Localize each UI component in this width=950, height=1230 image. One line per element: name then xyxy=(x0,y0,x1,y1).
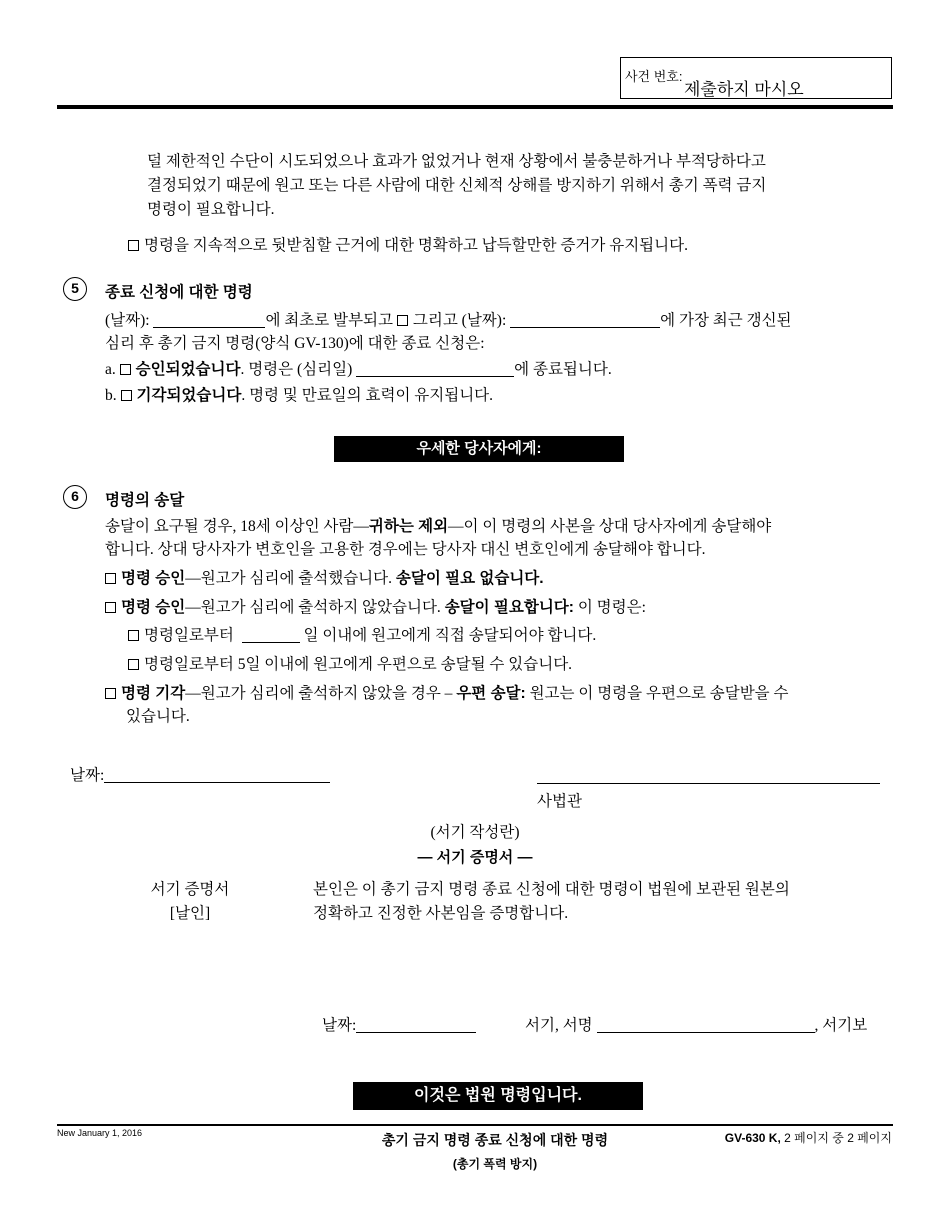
service-bold: 귀하는 제외 xyxy=(368,518,449,535)
denied-checkbox[interactable] xyxy=(121,390,132,401)
footer-divider xyxy=(57,1124,893,1126)
seal-label: 서기 증명서 xyxy=(150,881,230,898)
footer-title: 총기 금지 명령 종료 신청에 대한 명령 xyxy=(381,1132,609,1148)
form-page-info xyxy=(725,1129,892,1146)
days-field[interactable] xyxy=(242,628,300,643)
page-number: 2 페이지 중 2 페이지 xyxy=(784,1131,892,1145)
denied-not-appeared-checkbox[interactable] xyxy=(105,688,116,699)
service-sub-option-1 xyxy=(128,624,596,648)
granted-end-text: 에 종료됩니다. xyxy=(514,361,612,378)
continuation-line: 결정되었기 때문에 원고 또는 다른 사람에 대한 신체적 상해를 방지하기 위해서 총기 폭력 금지 xyxy=(147,177,767,194)
court-order-banner: 이것은 법원 명령입니다. xyxy=(353,1082,643,1110)
prevailing-party-banner: 우세한 당사자에게: xyxy=(334,436,624,462)
footer-subtitle: (총기 폭력 방지) xyxy=(452,1157,538,1171)
case-number-label: 사건 번호: xyxy=(625,69,683,84)
renewed-date-field[interactable] xyxy=(510,313,660,328)
case-number-box xyxy=(620,57,892,99)
judge-date-field[interactable] xyxy=(104,768,330,783)
clerk-seal xyxy=(130,878,250,926)
option-b-prefix: b. xyxy=(105,387,117,404)
service-para-line1 xyxy=(105,515,771,539)
clerk-date-label: 날짜: xyxy=(322,1017,357,1034)
clerk-certificate-title: — 서기 증명서 — xyxy=(417,849,533,866)
continuation-paragraph xyxy=(147,150,766,222)
mail-service-checkbox[interactable] xyxy=(128,659,139,670)
option-b xyxy=(105,384,493,408)
option-a-prefix: a. xyxy=(105,361,116,378)
sub-option-text: 일 이내에 원고에게 직접 송달되어야 합니다. xyxy=(303,627,597,644)
evidence-checkbox[interactable] xyxy=(128,240,139,251)
renewed-text: 에 가장 최근 갱신된 xyxy=(660,312,792,329)
granted-not-appeared-checkbox[interactable] xyxy=(105,602,116,613)
option-text: —원고가 심리에 출석했습니다. xyxy=(185,570,393,587)
denied-label: 기각되었습니다 xyxy=(136,387,242,404)
renewed-date-label: 그리고 (날짜): xyxy=(412,312,507,329)
evidence-option xyxy=(128,234,688,258)
hearing-date-field[interactable] xyxy=(356,362,514,377)
granted-checkbox[interactable] xyxy=(120,364,131,375)
granted-appeared-checkbox[interactable] xyxy=(105,573,116,584)
sub-option-text: 명령일로부터 xyxy=(144,627,234,644)
first-issued-date-label: (날짜): xyxy=(105,312,150,329)
clerk-signature-row xyxy=(525,1014,867,1038)
case-number-value: 제출하지 마시오 xyxy=(684,80,804,99)
option-text: 원고는 이 명령을 우편으로 송달받을 수 xyxy=(529,685,789,702)
judge-signature-line[interactable] xyxy=(537,783,880,784)
option-emphasis: 우편 송달: xyxy=(456,685,526,702)
clerk-date-row xyxy=(322,1014,476,1038)
sub-option-text: 명령일로부터 5일 이내에 원고에게 우편으로 송달될 수 있습니다. xyxy=(144,656,573,673)
renewed-checkbox[interactable] xyxy=(397,315,408,326)
service-option-3-line2: 있습니다. xyxy=(126,708,190,725)
continuation-line: 명령이 필요합니다. xyxy=(147,201,275,218)
personal-service-checkbox[interactable] xyxy=(128,630,139,641)
section-5-number: 5 xyxy=(63,277,87,301)
section-6-title: 명령의 송달 xyxy=(105,492,185,509)
deputy-label: , 서기보 xyxy=(814,1017,868,1034)
service-para-line2: 합니다. 상대 당사자가 변호인을 고용한 경우에는 당사자 대신 변호인에게 송달해야 합니다. xyxy=(105,541,706,558)
evidence-text: 명령을 지속적으로 뒷받침할 근거에 대한 명확하고 납득할만한 증거가 유지됩니다. xyxy=(144,237,688,254)
revision-date: New January 1, 2016 xyxy=(57,1128,143,1138)
option-label: 명령 승인 xyxy=(121,599,186,616)
option-emphasis: 송달이 필요 없습니다. xyxy=(395,570,544,587)
service-sub-option-2 xyxy=(128,653,572,677)
option-label: 명령 승인 xyxy=(121,570,186,587)
header-divider xyxy=(57,105,893,109)
option-text: —원고가 심리에 출석하지 않았을 경우 – xyxy=(185,685,453,702)
section-6-number: 6 xyxy=(63,485,87,509)
option-label: 명령 기각 xyxy=(121,685,186,702)
clerk-date-field[interactable] xyxy=(356,1018,476,1033)
service-text: —이 이 명령의 사본을 상대 당사자에게 송달해야 xyxy=(448,518,772,535)
option-text: 이 명령은: xyxy=(577,599,646,616)
denied-text: . 명령 및 만료일의 효력이 유지됩니다. xyxy=(241,387,494,404)
granted-label: 승인되었습니다 xyxy=(135,361,241,378)
service-option-1 xyxy=(105,567,544,591)
option-emphasis: 송달이 필요합니다: xyxy=(444,599,574,616)
clerk-certification-text xyxy=(313,878,790,926)
judge-date-row xyxy=(70,764,330,788)
seal-placeholder: [날인] xyxy=(169,905,211,922)
judge-date-label: 날짜: xyxy=(70,767,105,784)
section-5-line2: 심리 후 총기 금지 명령(양식 GV-130)에 대한 종료 신청은: xyxy=(105,335,485,352)
option-a xyxy=(105,358,612,382)
form-id: GV-630 K, xyxy=(724,1131,781,1145)
granted-text: . 명령은 (심리일) xyxy=(240,361,353,378)
service-option-2 xyxy=(105,596,646,620)
continuation-line: 덜 제한적인 수단이 시도되었으나 효과가 없었거나 현재 상황에서 불충분하거나 부적당하다고 xyxy=(147,153,766,170)
service-text: 송달이 요구될 경우, 18세 이상인 사람— xyxy=(105,518,369,535)
clerk-by-label: 서기, 서명 xyxy=(525,1017,593,1034)
section-5-title: 종료 신청에 대한 명령 xyxy=(105,284,253,301)
judicial-officer-label: 사법관 xyxy=(537,793,582,810)
section-5-dates-line xyxy=(105,309,792,333)
first-issued-date-field[interactable] xyxy=(153,313,265,328)
first-issued-text: 에 최초로 발부되고 xyxy=(265,312,393,329)
clerk-use-label: (서기 작성란) xyxy=(430,824,520,841)
clerk-signature-field[interactable] xyxy=(597,1018,815,1033)
option-text: —원고가 심리에 출석하지 않았습니다. xyxy=(185,599,441,616)
cert-line: 본인은 이 총기 금지 명령 종료 신청에 대한 명령이 법원에 보관된 원본의 xyxy=(313,881,790,898)
cert-line: 정확하고 진정한 사본임을 증명합니다. xyxy=(313,905,569,922)
service-option-3 xyxy=(105,682,789,706)
